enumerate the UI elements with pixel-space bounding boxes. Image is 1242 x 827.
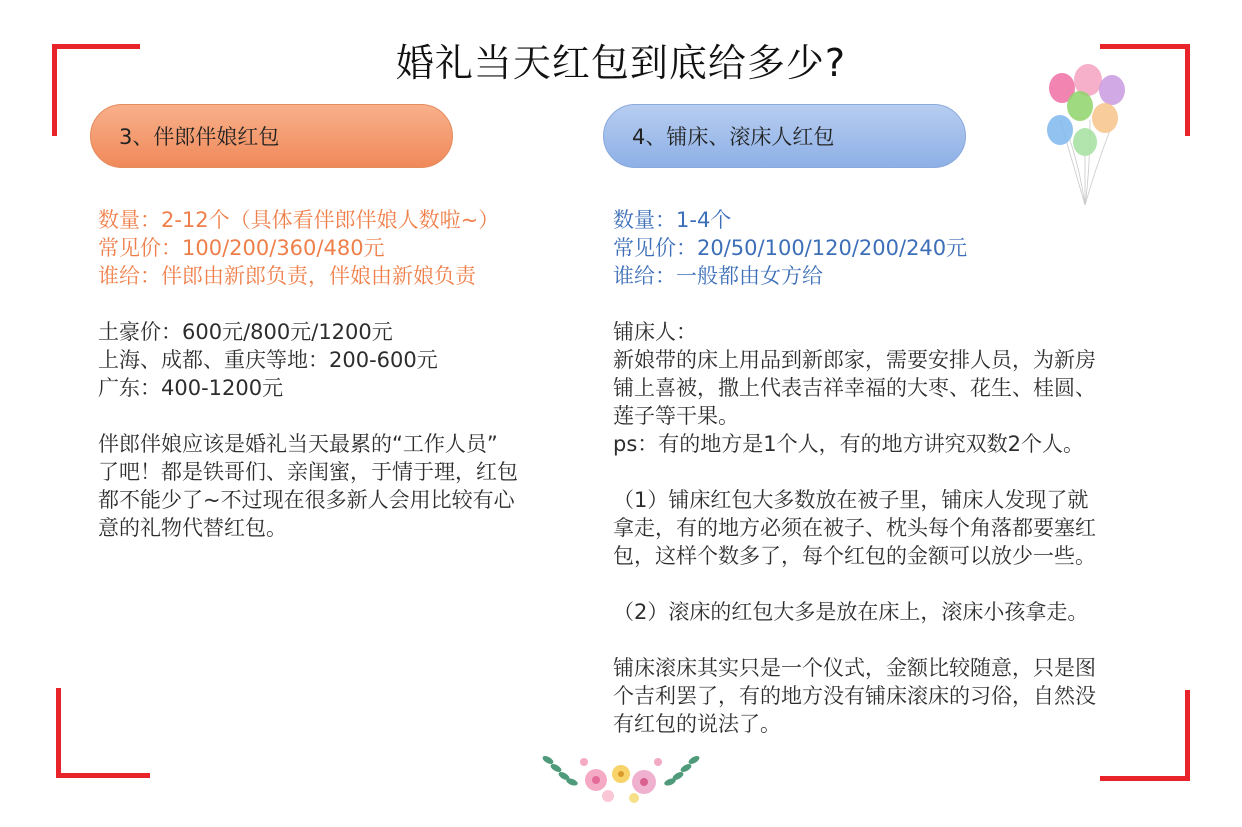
right-desc-line: ps：有的地方是1个人，有的地方讲究双数2个人。 [613,432,1084,456]
left-highlight-line: 常见价：100/200/360/480元 [98,236,385,260]
left-note-line: 了吧！都是铁哥们、亲闺蜜，于情于理，红包 [98,460,518,484]
right-heading-text: 4、铺床、滚床人红包 [632,125,835,149]
left-prices [98,318,558,402]
left-note-line: 都不能少了~不过现在很多新人会用比较有心 [98,488,515,512]
right-summary [613,654,1153,738]
right-desc [613,318,1153,458]
right-summary-line: 个吉利罢了，有的地方没有铺床滚床的习俗，自然没 [613,684,1096,708]
right-highlight [613,206,1153,290]
right-desc-line: 莲子等干果。 [613,404,739,428]
balloons-icon [1040,60,1140,210]
left-highlight-line: 谁给：伴郎由新郎负责，伴娘由新娘负责 [98,264,476,288]
bed-making-heading [603,104,966,168]
right-desc-line: 新娘带的床上用品到新郎家，需要安排人员，为新房 [613,348,1096,372]
left-price-line: 广东：400-1200元 [98,376,284,400]
left-price-line: 上海、成都、重庆等地：200-600元 [98,348,438,372]
right-item1-line: 包，这样个数多了，每个红包的金额可以放少一些。 [613,544,1096,568]
corner-bottom-left-h [56,773,150,778]
right-item1-line: （1）铺床红包大多数放在被子里，铺床人发现了就 [613,488,1089,512]
right-item1-line: 拿走，有的地方必须在被子、枕头每个角落都要塞红 [613,516,1096,540]
right-highlight-line: 谁给：一般都由女方给 [613,264,823,288]
flower-garland-icon [536,740,706,810]
right-item2 [613,598,1153,626]
right-column [613,206,1153,738]
left-note-line: 意的礼物代替红包。 [98,516,287,540]
right-highlight-line: 数量：1-4个 [613,208,732,232]
left-highlight [98,206,558,290]
right-desc-line: 铺上喜被，撒上代表吉祥幸福的大枣、花生、桂圆、 [613,376,1096,400]
right-item1 [613,486,1153,570]
page-title: 婚礼当天红包到底给多少? [395,41,847,85]
corner-bottom-right-h [1100,776,1190,781]
left-heading-text: 3、伴郎伴娘红包 [119,125,280,149]
corner-bottom-right-v [1185,690,1190,781]
left-note-line: 伴郎伴娘应该是婚礼当天最累的“工作人员” [98,432,498,456]
left-highlight-line: 数量：2-12个（具体看伴郎伴娘人数啦~） [98,208,500,232]
right-item2-line: （2）滚床的红包大多是放在床上，滚床小孩拿走。 [613,600,1089,624]
right-summary-line: 铺床滚床其实只是一个仪式，金额比较随意，只是图 [613,656,1096,680]
corner-bottom-left-v [56,688,61,778]
left-note [98,430,558,542]
bridesmaid-groomsman-heading [90,104,453,168]
right-summary-line: 有红包的说法了。 [613,712,781,736]
left-column [98,206,558,542]
right-highlight-line: 常见价：20/50/100/120/200/240元 [613,236,968,260]
right-desc-line: 铺床人： [613,320,697,344]
left-price-line: 土豪价：600元/800元/1200元 [98,320,393,344]
